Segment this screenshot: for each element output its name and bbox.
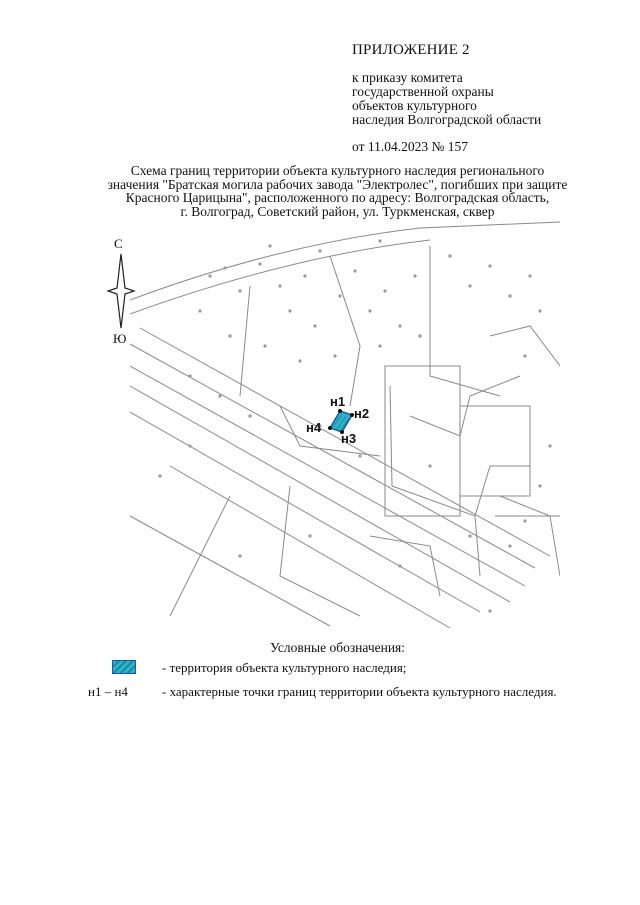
scheme-title-line: Схема границ территории объекта культурного наследия регионального (130, 163, 545, 178)
point-n4-marker (328, 426, 332, 430)
order-reference (352, 71, 541, 127)
scheme-title-line: г. Волгоград, Советский район, ул. Туркменская, сквер (180, 203, 495, 219)
point-label-n1: н1 (330, 394, 346, 409)
compass-north-label: С (114, 236, 123, 251)
legend-points-text: - характерные точки границ территории объекта культурного наследия. (162, 684, 557, 699)
point-label-n4: н4 (306, 420, 322, 435)
scheme-title (100, 164, 575, 218)
scheme-title-line: значения "Братская могила рабочих завода "Электролес", погибших при защите (107, 176, 568, 192)
order-line: объектов культурного (352, 98, 477, 113)
appendix-title: ПРИЛОЖЕНИЕ 2 (352, 42, 470, 58)
cadastral-map (130, 216, 560, 634)
heritage-territory-area (330, 411, 352, 432)
point-n1-marker (338, 409, 342, 413)
point-label-n2: н2 (354, 406, 370, 421)
order-line: наследия Волгоградской области (352, 112, 542, 127)
order-date: от 11.04.2023 № 157 (352, 139, 468, 154)
compass-south-label: Ю (113, 331, 127, 346)
legend-territory-swatch (112, 660, 136, 674)
point-label-n3: н3 (341, 431, 357, 446)
legend-title: Условные обозначения: (270, 640, 406, 655)
legend-territory-text: - территория объекта культурного наследия; (162, 660, 407, 675)
order-line: к приказу комитета (352, 70, 463, 85)
order-line: государственной охраны (352, 84, 494, 99)
scheme-title-line: Красного Царицына", расположенного по адресу: Волгоградская область, (125, 190, 550, 205)
legend-points-code: н1 – н4 (88, 684, 128, 699)
